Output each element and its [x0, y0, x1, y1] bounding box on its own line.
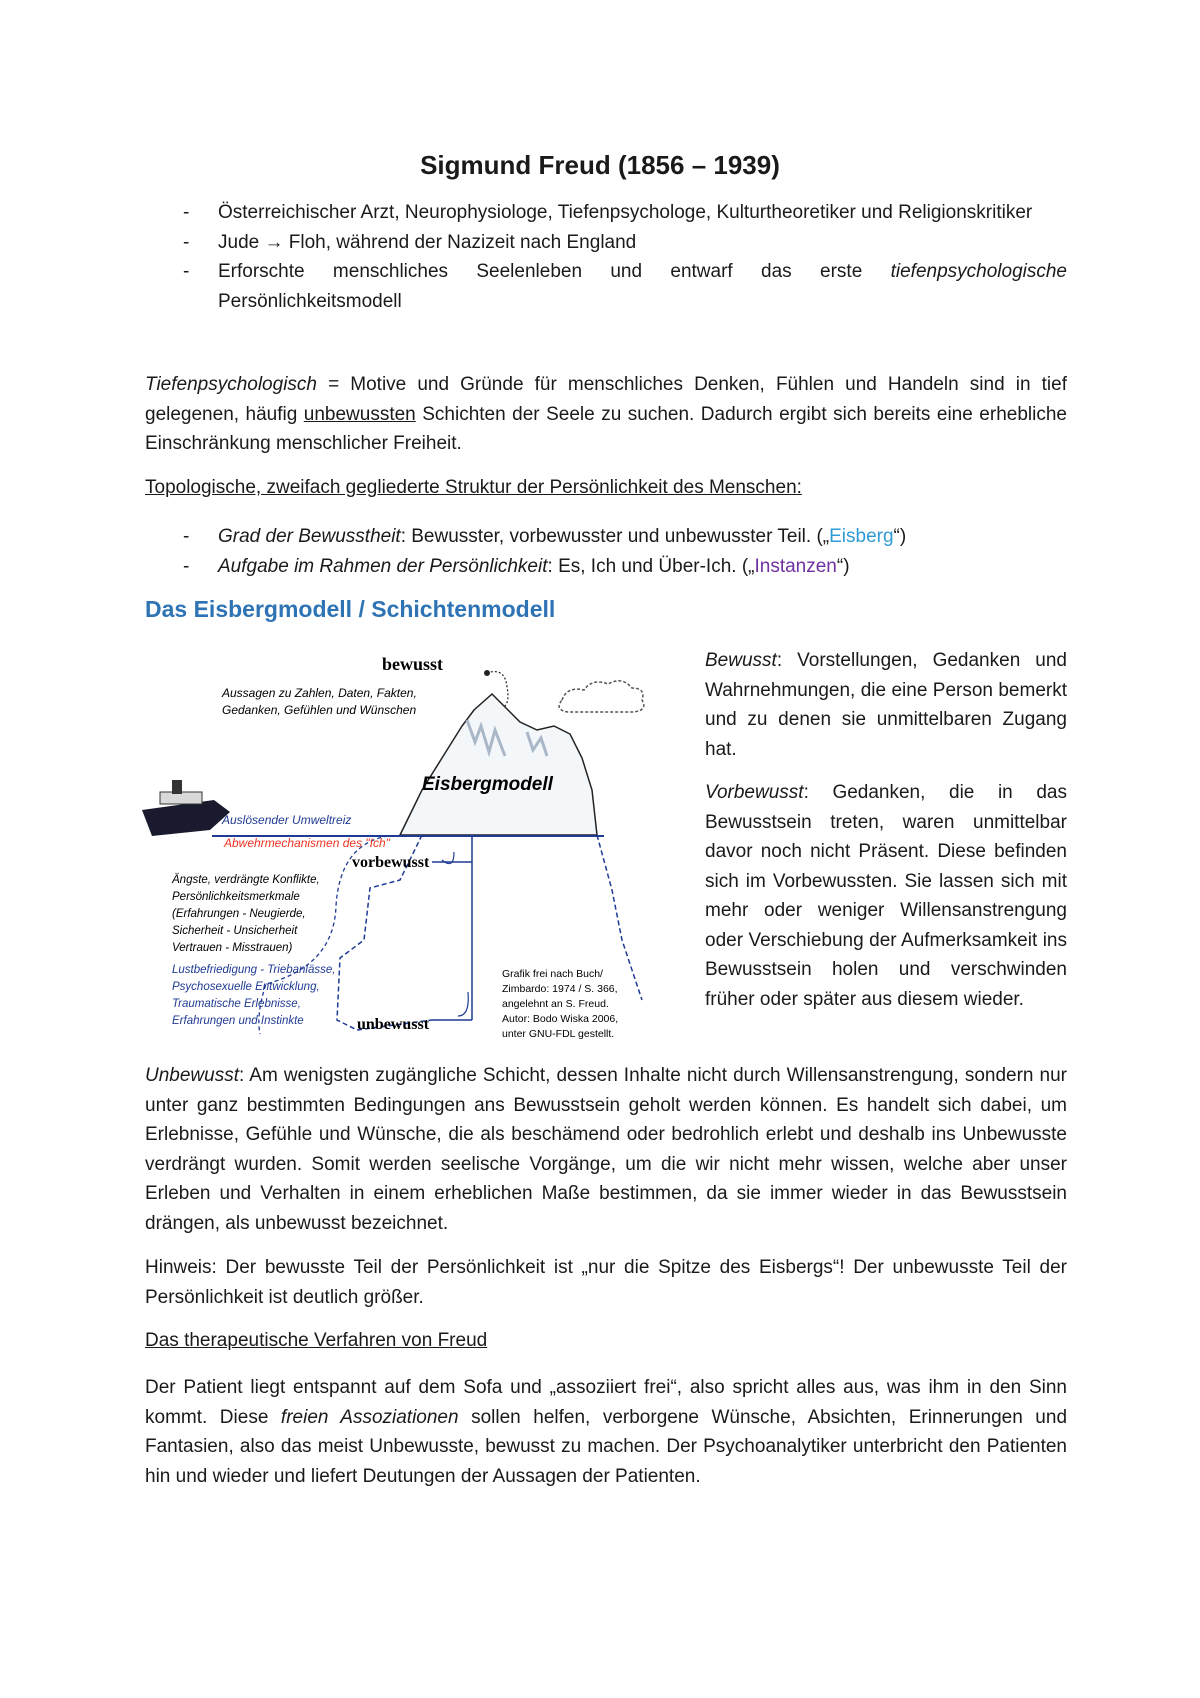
bullet-item: - Erforschte menschliches Seelenleben und entwarf das erste tiefenpsychologische Persönlichkeitsmodell: [183, 261, 1067, 312]
therapy-paragraph: Der Patient liegt entspannt auf dem Sofa und „assoziiert frei“, also spricht alles aus, was ihm in den Sinn kommt. Diese freien Assoziationen sollen helfen, verborgene Wünsche, Absichten, Erinnerungen und Fantasien, also das meist Unbewusste, bewusst zu machen. Der Psychoanalytiker unterbricht den Patienten hin und wieder und liefert Deutungen der Aussagen der Patienten.: [145, 1377, 1068, 1487]
svg-text:Persönlichkeitsmerkmale: Persönlichkeitsmerkmale: [172, 891, 300, 903]
section-heading: Das Eisbergmodell / Schichtenmodell: [145, 596, 556, 622]
svg-text:Aussagen zu Zahlen, Daten, Fak: Aussagen zu Zahlen, Daten, Fakten,: [222, 686, 417, 700]
hinweis-paragraph: Hinweis: Der bewusste Teil der Persönlichkeit ist „nur die Spitze des Eisbergs“! Der unbewusste Teil der Persönlichkeit ist deutlich größer.: [145, 1257, 1067, 1308]
ship-icon: [142, 800, 230, 836]
iceberg-tip: [400, 694, 597, 835]
bullet-item: - Jude → Floh, während der Nazizeit nach England: [183, 231, 637, 253]
svg-text:Abwehrmechanismen des "Ich": Abwehrmechanismen des "Ich": [224, 836, 390, 850]
svg-text:Lustbefriedigung - Triebanläss: Lustbefriedigung - Triebanlässe,: [172, 964, 336, 976]
svg-text:Gedanken, Gefühlen und Wünsche: Gedanken, Gefühlen und Wünschen: [222, 703, 417, 717]
svg-text:(Erfahrungen - Neugierde,: (Erfahrungen - Neugierde,: [172, 908, 306, 920]
svg-text:unter GNU-FDL gestellt.: unter GNU-FDL gestellt.: [502, 1028, 615, 1040]
svg-text:Zimbardo: 1974 / S. 366,: Zimbardo: 1974 / S. 366,: [502, 983, 618, 995]
therapy-heading: Das therapeutische Verfahren von Freud: [145, 1330, 488, 1351]
iceberg-diagram: [142, 640, 690, 1058]
unbewusst-paragraph: Unbewusst: Am wenigsten zugängliche Schicht, dessen Inhalte nicht durch Willensanstrengung, sondern nur unter ganz bestimmten Bedingungen ans Bewusstsein geholt werden können. Es handelt sich dabei, um Erlebnisse, Gefühle und Wünsche, die als beschämend oder bedrohlich erlebt und deshalb ins Unbewusste verdrängt wurden. Somit werden seelische Vorgänge, um die wir nicht mehr wissen, welche aber unser Erleben und Verhalten in einem erheblichen Maße bestimmen, da sie immer wieder in das Bewusstsein drängen, als unbewusst bezeichnet.: [145, 1065, 1067, 1234]
topology-heading: Topologische, zweifach gegliederte Struktur der Persönlichkeit des Menschen:: [145, 477, 802, 498]
svg-text:angelehnt an S. Freud.: angelehnt an S. Freud.: [502, 998, 609, 1010]
svg-text:Sicherheit - Unsicherheit: Sicherheit - Unsicherheit: [172, 925, 298, 937]
svg-text:Autor: Bodo Wiska 2006,: Autor: Bodo Wiska 2006,: [502, 1013, 619, 1025]
bewusst-paragraph: Bewusst: Vorstellungen, Gedanken und Wahrnehmungen, die eine Person bemerkt und zu denen sie unmittelbaren Zugang hat.: [705, 650, 1067, 760]
svg-text:Psychosexuelle Entwicklung,: Psychosexuelle Entwicklung,: [172, 981, 320, 993]
iceberg-figure: [142, 640, 690, 1058]
bullet-item: - Aufgabe im Rahmen der Persönlichkeit: Es, Ich und Über-Ich. („Instanzen“): [183, 555, 850, 577]
svg-text:Ängste, verdrängte Konflikte,: Ängste, verdrängte Konflikte,: [172, 874, 320, 886]
svg-text:Grafik frei nach Buch/: Grafik frei nach Buch/: [502, 968, 603, 980]
bullet-item: - Österreichischer Arzt, Neurophysiologe, Tiefenpsychologe, Kulturtheoretiker und Religionskritiker: [183, 202, 1033, 223]
cloud-icon: [559, 681, 644, 712]
label-bewusst: bewusst: [382, 654, 444, 674]
label-unbewusst: unbewusst: [357, 1016, 430, 1033]
svg-text:Vertrauen - Misstrauen): Vertrauen - Misstrauen): [172, 942, 293, 954]
svg-text:Erfahrungen und Instinkte: Erfahrungen und Instinkte: [172, 1015, 304, 1027]
definition-paragraph: Tiefenpsychologisch = Motive und Gründe für menschliches Denken, Fühlen und Handeln sind in tief gelegenen, häufig unbewussten Schichten der Seele zu suchen. Dadurch ergibt sich bereits eine erhebliche Einschränkung menschlicher Freiheit.: [145, 374, 1067, 454]
svg-text:Traumatische Erlebnisse,: Traumatische Erlebnisse,: [172, 998, 301, 1010]
vorbewusst-paragraph: Vorbewusst: Gedanken, die in das Bewusstsein treten, waren unmittelbar davor noch nicht Präsent. Diese befinden sich im Vorbewussten. Sie lassen sich mit mehr oder weniger Willensanstrengung oder Verschiebung der Aufmerksamkeit ins Bewusstsein holen und verschwinden früher oder später aus diesem wieder.: [705, 782, 1067, 1010]
svg-text:Auslösender Umweltreiz: Auslösender Umweltreiz: [222, 813, 352, 827]
topology-bullets: [145, 522, 1067, 581]
bullet-item: - Grad der Bewusstheit: Bewusster, vorbewusster und unbewusster Teil. („Eisberg“): [183, 526, 907, 547]
right-column: [705, 646, 1067, 1028]
label-vorbewusst: vorbewusst: [352, 854, 430, 871]
page-title: Sigmund Freud (1856 – 1939): [420, 150, 780, 180]
intro-bullets: [145, 198, 1067, 316]
figure-title: Eisbergmodell: [422, 774, 553, 795]
